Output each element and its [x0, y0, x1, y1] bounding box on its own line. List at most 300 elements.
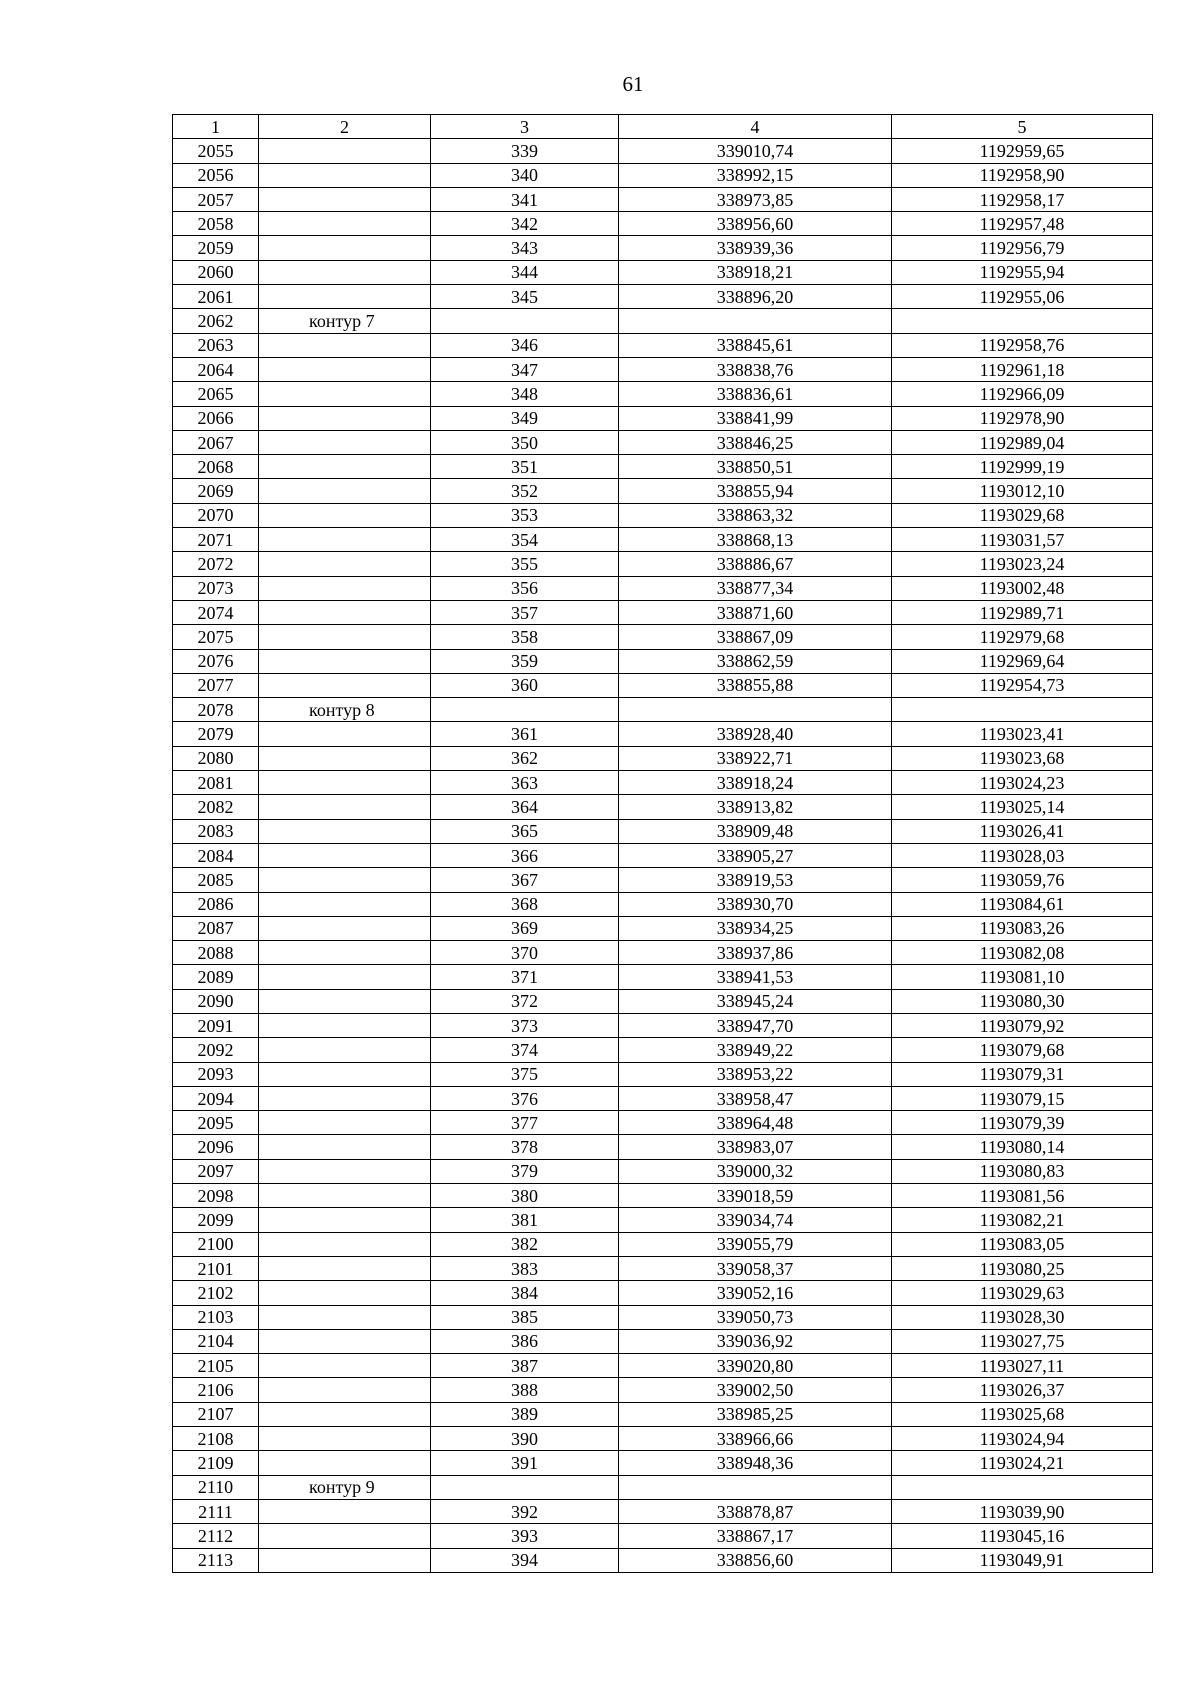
cell-point-number: 347	[431, 357, 619, 381]
cell-x-coordinate: 339034,74	[619, 1208, 892, 1232]
cell-x-coordinate: 338909,48	[619, 819, 892, 843]
cell-contour-label	[259, 600, 431, 624]
table-row	[173, 1232, 1153, 1256]
cell-y-coordinate: 1192954,73	[892, 673, 1153, 697]
table-row	[173, 1111, 1153, 1135]
cell-point-number: 366	[431, 843, 619, 867]
cell-x-coordinate: 338964,48	[619, 1111, 892, 1135]
table-row	[173, 479, 1153, 503]
table-row	[173, 1135, 1153, 1159]
cell-y-coordinate: 1192958,17	[892, 187, 1153, 211]
cell-x-coordinate	[619, 1475, 892, 1499]
table-row	[173, 357, 1153, 381]
cell-row-number: 2109	[173, 1451, 259, 1475]
cell-row-number: 2098	[173, 1184, 259, 1208]
table-row	[173, 1256, 1153, 1280]
cell-row-number: 2063	[173, 333, 259, 357]
cell-point-number: 370	[431, 941, 619, 965]
cell-point-number: 368	[431, 892, 619, 916]
cell-x-coordinate: 338886,67	[619, 552, 892, 576]
cell-point-number	[431, 309, 619, 333]
cell-contour-label	[259, 1499, 431, 1523]
cell-point-number: 369	[431, 916, 619, 940]
cell-x-coordinate: 338937,86	[619, 941, 892, 965]
cell-x-coordinate: 338973,85	[619, 187, 892, 211]
cell-contour-label	[259, 843, 431, 867]
cell-contour-label	[259, 455, 431, 479]
cell-y-coordinate: 1193023,41	[892, 722, 1153, 746]
cell-x-coordinate: 338918,21	[619, 260, 892, 284]
cell-row-number: 2094	[173, 1086, 259, 1110]
header-cell-contour-label: 2	[259, 115, 431, 139]
cell-y-coordinate: 1193024,21	[892, 1451, 1153, 1475]
cell-x-coordinate: 338896,20	[619, 285, 892, 309]
cell-contour-label	[259, 1427, 431, 1451]
table-row	[173, 430, 1153, 454]
cell-point-number: 392	[431, 1499, 619, 1523]
cell-y-coordinate: 1193080,25	[892, 1256, 1153, 1280]
cell-point-number: 350	[431, 430, 619, 454]
cell-point-number: 393	[431, 1524, 619, 1548]
cell-y-coordinate: 1193081,10	[892, 965, 1153, 989]
cell-point-number: 359	[431, 649, 619, 673]
cell-y-coordinate: 1193027,11	[892, 1354, 1153, 1378]
cell-point-number: 348	[431, 382, 619, 406]
cell-x-coordinate: 338846,25	[619, 430, 892, 454]
cell-row-number: 2062	[173, 309, 259, 333]
cell-point-number: 381	[431, 1208, 619, 1232]
cell-contour-label	[259, 649, 431, 673]
cell-row-number: 2059	[173, 236, 259, 260]
cell-y-coordinate: 1193079,39	[892, 1111, 1153, 1135]
cell-x-coordinate: 338855,94	[619, 479, 892, 503]
cell-row-number: 2070	[173, 503, 259, 527]
cell-contour-label	[259, 406, 431, 430]
cell-point-number	[431, 1475, 619, 1499]
cell-y-coordinate: 1193023,68	[892, 746, 1153, 770]
cell-point-number: 382	[431, 1232, 619, 1256]
cell-contour-label	[259, 1451, 431, 1475]
cell-y-coordinate: 1193049,91	[892, 1548, 1153, 1572]
cell-point-number: 376	[431, 1086, 619, 1110]
cell-x-coordinate: 338953,22	[619, 1062, 892, 1086]
cell-y-coordinate: 1193039,90	[892, 1499, 1153, 1523]
cell-x-coordinate: 338905,27	[619, 843, 892, 867]
cell-point-number: 365	[431, 819, 619, 843]
cell-x-coordinate: 338836,61	[619, 382, 892, 406]
cell-point-number: 351	[431, 455, 619, 479]
table-row	[173, 819, 1153, 843]
table-row	[173, 1354, 1153, 1378]
cell-point-number: 394	[431, 1548, 619, 1572]
cell-point-number: 374	[431, 1038, 619, 1062]
cell-row-number: 2102	[173, 1281, 259, 1305]
table-row	[173, 1038, 1153, 1062]
cell-x-coordinate: 338941,53	[619, 965, 892, 989]
cell-row-number: 2055	[173, 139, 259, 163]
cell-contour-label	[259, 1548, 431, 1572]
cell-contour-label	[259, 625, 431, 649]
cell-row-number: 2077	[173, 673, 259, 697]
cell-x-coordinate: 338841,99	[619, 406, 892, 430]
cell-y-coordinate: 1193079,31	[892, 1062, 1153, 1086]
cell-row-number: 2112	[173, 1524, 259, 1548]
cell-x-coordinate: 338850,51	[619, 455, 892, 479]
cell-x-coordinate: 338948,36	[619, 1451, 892, 1475]
table-row	[173, 309, 1153, 333]
table-row	[173, 1159, 1153, 1183]
cell-y-coordinate: 1193083,26	[892, 916, 1153, 940]
cell-row-number: 2056	[173, 163, 259, 187]
cell-row-number: 2089	[173, 965, 259, 989]
cell-x-coordinate: 338856,60	[619, 1548, 892, 1572]
table-header	[173, 115, 1153, 139]
cell-point-number: 384	[431, 1281, 619, 1305]
header-row	[173, 115, 1153, 139]
cell-contour-label: контур 8	[259, 698, 431, 722]
cell-row-number: 2103	[173, 1305, 259, 1329]
cell-contour-label	[259, 1062, 431, 1086]
cell-row-number: 2091	[173, 1013, 259, 1037]
cell-x-coordinate: 338867,09	[619, 625, 892, 649]
cell-point-number: 364	[431, 795, 619, 819]
cell-contour-label	[259, 1329, 431, 1353]
cell-row-number: 2058	[173, 212, 259, 236]
cell-row-number: 2113	[173, 1548, 259, 1572]
cell-y-coordinate: 1193083,05	[892, 1232, 1153, 1256]
cell-row-number: 2084	[173, 843, 259, 867]
cell-row-number: 2079	[173, 722, 259, 746]
cell-row-number: 2099	[173, 1208, 259, 1232]
table-row	[173, 406, 1153, 430]
table-row	[173, 649, 1153, 673]
cell-row-number: 2071	[173, 528, 259, 552]
cell-point-number: 388	[431, 1378, 619, 1402]
cell-x-coordinate	[619, 698, 892, 722]
cell-y-coordinate: 1193079,92	[892, 1013, 1153, 1037]
cell-point-number: 354	[431, 528, 619, 552]
cell-y-coordinate: 1192969,64	[892, 649, 1153, 673]
cell-contour-label	[259, 212, 431, 236]
table-row	[173, 1281, 1153, 1305]
cell-row-number: 2080	[173, 746, 259, 770]
cell-contour-label	[259, 1086, 431, 1110]
cell-row-number: 2095	[173, 1111, 259, 1135]
cell-y-coordinate: 1193031,57	[892, 528, 1153, 552]
cell-contour-label	[259, 1111, 431, 1135]
cell-y-coordinate: 1192956,79	[892, 236, 1153, 260]
cell-contour-label: контур 9	[259, 1475, 431, 1499]
cell-x-coordinate: 338922,71	[619, 746, 892, 770]
cell-point-number: 361	[431, 722, 619, 746]
cell-y-coordinate: 1192958,76	[892, 333, 1153, 357]
table-row	[173, 868, 1153, 892]
cell-row-number: 2072	[173, 552, 259, 576]
table-row	[173, 843, 1153, 867]
cell-row-number: 2101	[173, 1256, 259, 1280]
header-cell-x-coordinate: 4	[619, 115, 892, 139]
table-row	[173, 941, 1153, 965]
cell-contour-label	[259, 1013, 431, 1037]
cell-contour-label	[259, 1208, 431, 1232]
cell-point-number: 343	[431, 236, 619, 260]
cell-y-coordinate: 1192966,09	[892, 382, 1153, 406]
table-row	[173, 382, 1153, 406]
table-row	[173, 1184, 1153, 1208]
cell-y-coordinate: 1192989,04	[892, 430, 1153, 454]
cell-point-number: 357	[431, 600, 619, 624]
cell-x-coordinate: 339050,73	[619, 1305, 892, 1329]
table-row	[173, 916, 1153, 940]
header-cell-y-coordinate: 5	[892, 115, 1153, 139]
cell-y-coordinate: 1193029,63	[892, 1281, 1153, 1305]
cell-row-number: 2097	[173, 1159, 259, 1183]
cell-row-number: 2104	[173, 1329, 259, 1353]
cell-point-number: 391	[431, 1451, 619, 1475]
cell-x-coordinate: 339010,74	[619, 139, 892, 163]
cell-point-number: 367	[431, 868, 619, 892]
cell-point-number	[431, 698, 619, 722]
cell-row-number: 2108	[173, 1427, 259, 1451]
cell-row-number: 2085	[173, 868, 259, 892]
cell-row-number: 2068	[173, 455, 259, 479]
table-row	[173, 503, 1153, 527]
table-row	[173, 528, 1153, 552]
cell-y-coordinate: 1193024,23	[892, 771, 1153, 795]
table-row	[173, 1451, 1153, 1475]
cell-x-coordinate: 338945,24	[619, 989, 892, 1013]
cell-point-number: 340	[431, 163, 619, 187]
cell-y-coordinate: 1192979,68	[892, 625, 1153, 649]
cell-row-number: 2064	[173, 357, 259, 381]
cell-point-number: 349	[431, 406, 619, 430]
cell-y-coordinate: 1193059,76	[892, 868, 1153, 892]
cell-y-coordinate: 1192989,71	[892, 600, 1153, 624]
cell-x-coordinate: 338862,59	[619, 649, 892, 673]
cell-row-number: 2106	[173, 1378, 259, 1402]
cell-x-coordinate: 338918,24	[619, 771, 892, 795]
cell-point-number: 377	[431, 1111, 619, 1135]
cell-row-number: 2082	[173, 795, 259, 819]
cell-y-coordinate: 1193080,83	[892, 1159, 1153, 1183]
table-row	[173, 552, 1153, 576]
cell-point-number: 353	[431, 503, 619, 527]
cell-y-coordinate: 1192958,90	[892, 163, 1153, 187]
table-row	[173, 1208, 1153, 1232]
cell-contour-label	[259, 479, 431, 503]
cell-contour-label	[259, 819, 431, 843]
cell-point-number: 342	[431, 212, 619, 236]
table-row	[173, 1378, 1153, 1402]
cell-row-number: 2076	[173, 649, 259, 673]
cell-contour-label	[259, 868, 431, 892]
cell-contour-label	[259, 673, 431, 697]
cell-contour-label	[259, 528, 431, 552]
cell-contour-label	[259, 187, 431, 211]
cell-y-coordinate: 1192959,65	[892, 139, 1153, 163]
cell-point-number: 387	[431, 1354, 619, 1378]
cell-x-coordinate: 339000,32	[619, 1159, 892, 1183]
cell-row-number: 2081	[173, 771, 259, 795]
cell-x-coordinate: 338934,25	[619, 916, 892, 940]
cell-point-number: 373	[431, 1013, 619, 1037]
cell-contour-label	[259, 916, 431, 940]
cell-y-coordinate: 1193028,03	[892, 843, 1153, 867]
cell-contour-label	[259, 139, 431, 163]
table-row	[173, 333, 1153, 357]
table-row	[173, 1062, 1153, 1086]
cell-contour-label	[259, 941, 431, 965]
cell-row-number: 2073	[173, 576, 259, 600]
cell-contour-label	[259, 430, 431, 454]
cell-x-coordinate: 338878,87	[619, 1499, 892, 1523]
cell-row-number: 2061	[173, 285, 259, 309]
cell-contour-label	[259, 503, 431, 527]
table-row	[173, 625, 1153, 649]
table-row	[173, 1013, 1153, 1037]
table-row	[173, 722, 1153, 746]
cell-point-number: 363	[431, 771, 619, 795]
cell-point-number: 355	[431, 552, 619, 576]
cell-y-coordinate: 1192955,94	[892, 260, 1153, 284]
cell-contour-label	[259, 722, 431, 746]
table-row	[173, 1402, 1153, 1426]
cell-point-number: 362	[431, 746, 619, 770]
cell-point-number: 371	[431, 965, 619, 989]
cell-point-number: 380	[431, 1184, 619, 1208]
cell-row-number: 2096	[173, 1135, 259, 1159]
header-cell-row-number: 1	[173, 115, 259, 139]
cell-y-coordinate: 1192999,19	[892, 455, 1153, 479]
page-number: 61	[622, 72, 644, 96]
cell-contour-label	[259, 1378, 431, 1402]
cell-x-coordinate: 338939,36	[619, 236, 892, 260]
cell-y-coordinate: 1193025,68	[892, 1402, 1153, 1426]
cell-y-coordinate: 1193045,16	[892, 1524, 1153, 1548]
table-row	[173, 260, 1153, 284]
table-row	[173, 1329, 1153, 1353]
cell-x-coordinate: 338871,60	[619, 600, 892, 624]
cell-row-number: 2074	[173, 600, 259, 624]
cell-x-coordinate: 338966,66	[619, 1427, 892, 1451]
cell-contour-label	[259, 1232, 431, 1256]
table-row	[173, 187, 1153, 211]
cell-point-number: 345	[431, 285, 619, 309]
cell-contour-label	[259, 236, 431, 260]
table-row	[173, 1086, 1153, 1110]
cell-contour-label	[259, 1402, 431, 1426]
cell-row-number: 2086	[173, 892, 259, 916]
cell-x-coordinate: 338868,13	[619, 528, 892, 552]
cell-row-number: 2105	[173, 1354, 259, 1378]
cell-point-number: 344	[431, 260, 619, 284]
table-row	[173, 1427, 1153, 1451]
cell-y-coordinate: 1193012,10	[892, 479, 1153, 503]
table-row	[173, 1499, 1153, 1523]
cell-x-coordinate: 339002,50	[619, 1378, 892, 1402]
cell-row-number: 2067	[173, 430, 259, 454]
cell-x-coordinate: 338877,34	[619, 576, 892, 600]
cell-point-number: 356	[431, 576, 619, 600]
cell-x-coordinate: 338913,82	[619, 795, 892, 819]
table-row	[173, 576, 1153, 600]
cell-row-number: 2075	[173, 625, 259, 649]
cell-y-coordinate	[892, 698, 1153, 722]
cell-y-coordinate: 1193079,68	[892, 1038, 1153, 1062]
cell-x-coordinate: 338949,22	[619, 1038, 892, 1062]
cell-row-number: 2065	[173, 382, 259, 406]
cell-contour-label: контур 7	[259, 309, 431, 333]
cell-x-coordinate: 339052,16	[619, 1281, 892, 1305]
table-row	[173, 1548, 1153, 1572]
cell-row-number: 2092	[173, 1038, 259, 1062]
cell-y-coordinate: 1193079,15	[892, 1086, 1153, 1110]
cell-row-number: 2057	[173, 187, 259, 211]
table-row	[173, 771, 1153, 795]
cell-contour-label	[259, 382, 431, 406]
cell-x-coordinate: 338956,60	[619, 212, 892, 236]
cell-point-number: 378	[431, 1135, 619, 1159]
cell-row-number: 2088	[173, 941, 259, 965]
cell-contour-label	[259, 333, 431, 357]
cell-y-coordinate: 1192978,90	[892, 406, 1153, 430]
cell-contour-label	[259, 1038, 431, 1062]
cell-contour-label	[259, 989, 431, 1013]
cell-contour-label	[259, 1159, 431, 1183]
cell-y-coordinate: 1193080,30	[892, 989, 1153, 1013]
table-body	[173, 139, 1153, 1573]
cell-row-number: 2090	[173, 989, 259, 1013]
table-row	[173, 965, 1153, 989]
cell-contour-label	[259, 746, 431, 770]
cell-row-number: 2083	[173, 819, 259, 843]
cell-contour-label	[259, 1524, 431, 1548]
cell-contour-label	[259, 1281, 431, 1305]
table-row	[173, 212, 1153, 236]
cell-point-number: 346	[431, 333, 619, 357]
table-row	[173, 892, 1153, 916]
cell-x-coordinate: 338845,61	[619, 333, 892, 357]
cell-x-coordinate: 338958,47	[619, 1086, 892, 1110]
cell-contour-label	[259, 357, 431, 381]
cell-contour-label	[259, 576, 431, 600]
table-row	[173, 746, 1153, 770]
cell-contour-label	[259, 1135, 431, 1159]
cell-point-number: 339	[431, 139, 619, 163]
cell-contour-label	[259, 771, 431, 795]
cell-x-coordinate: 338992,15	[619, 163, 892, 187]
cell-point-number: 372	[431, 989, 619, 1013]
cell-x-coordinate: 338838,76	[619, 357, 892, 381]
cell-contour-label	[259, 1184, 431, 1208]
table-row	[173, 795, 1153, 819]
cell-point-number: 375	[431, 1062, 619, 1086]
cell-point-number: 358	[431, 625, 619, 649]
cell-y-coordinate	[892, 309, 1153, 333]
cell-point-number: 386	[431, 1329, 619, 1353]
cell-y-coordinate: 1192955,06	[892, 285, 1153, 309]
cell-y-coordinate: 1193002,48	[892, 576, 1153, 600]
cell-y-coordinate: 1193080,14	[892, 1135, 1153, 1159]
coordinates-table	[172, 114, 1153, 1573]
cell-row-number: 2111	[173, 1499, 259, 1523]
cell-x-coordinate: 338985,25	[619, 1402, 892, 1426]
cell-row-number: 2093	[173, 1062, 259, 1086]
cell-row-number: 2069	[173, 479, 259, 503]
table-row	[173, 236, 1153, 260]
cell-contour-label	[259, 285, 431, 309]
cell-x-coordinate: 339036,92	[619, 1329, 892, 1353]
